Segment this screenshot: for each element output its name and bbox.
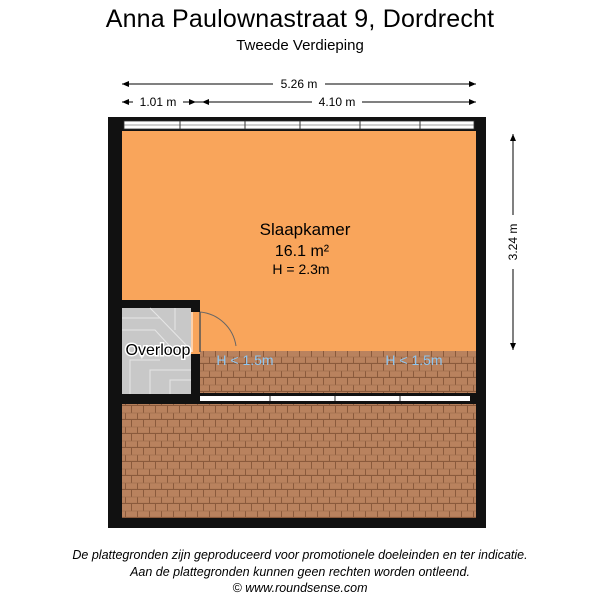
dimension-segments — [122, 94, 476, 109]
zone-label-right: H < 1.5m — [385, 352, 443, 368]
bedroom-height: H = 2.3m — [272, 261, 330, 277]
dimension-label-total: 5.26 m — [280, 77, 318, 91]
dimension-total-width — [122, 76, 476, 91]
footer-disclaimer-1: De plattegronden zijn geproduceerd voor promotionele doeleinden en ter indicatie. — [72, 548, 528, 562]
bedroom-name: Slaapkamer — [259, 220, 351, 239]
landing-name: Overloop — [125, 342, 191, 359]
footer-copyright: © www.roundsense.com — [232, 581, 368, 595]
dimension-depth — [505, 134, 521, 350]
plan-title: Anna Paulownastraat 9, Dordrecht — [105, 5, 495, 33]
dimension-label-depth: 3.24 m — [506, 223, 520, 261]
zone-label-left: H < 1.5m — [216, 352, 274, 368]
roof-area — [122, 404, 476, 518]
footer-disclaimer-2: Aan de plattegronden kunnen geen rechten worden ontleend. — [130, 565, 470, 579]
bedroom-area: 16.1 m² — [274, 243, 330, 260]
dimension-label-left: 1.01 m — [139, 95, 177, 109]
dimension-label-right: 4.10 m — [318, 95, 356, 109]
plan-subtitle: Tweede Verdieping — [236, 37, 364, 54]
